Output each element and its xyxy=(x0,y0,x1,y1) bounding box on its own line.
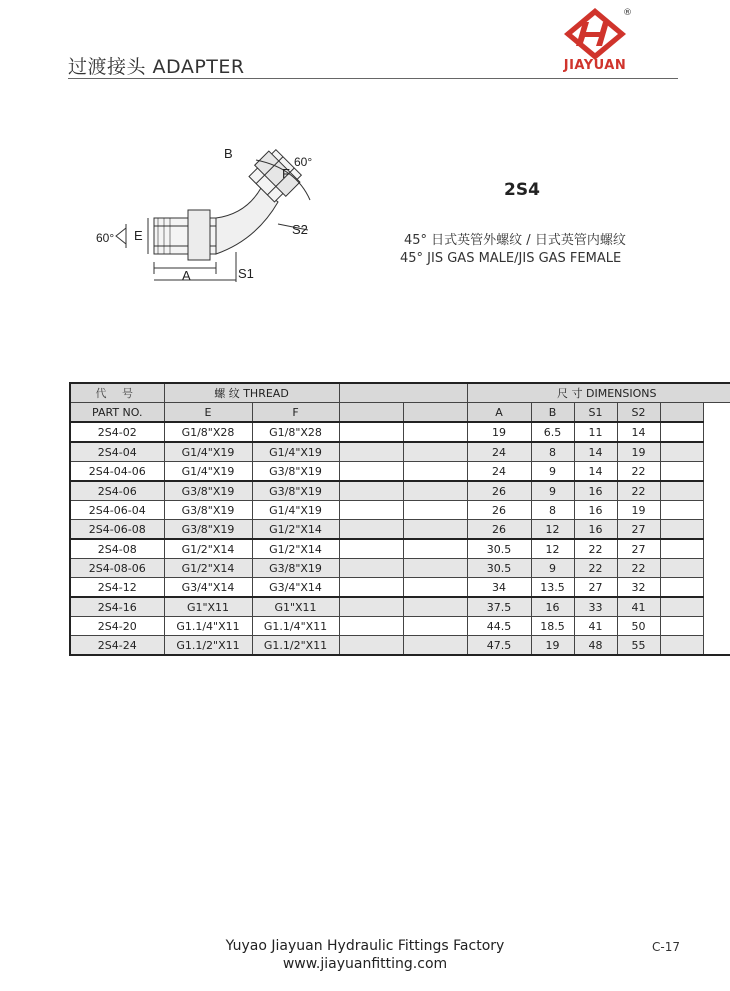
thread-e-cell: G3/4"X14 xyxy=(164,578,252,598)
dim-b-cell: 12 xyxy=(531,520,574,540)
description-cn: 45° 日式英管外螺纹 / 日式英管内螺纹 xyxy=(404,233,626,248)
thread-e-cell: G3/8"X19 xyxy=(164,481,252,501)
label-s2: S2 xyxy=(292,222,308,237)
dim-a-cell: 19 xyxy=(467,422,531,442)
part-no-cell: 2S4-08 xyxy=(70,539,164,559)
header-thread: 螺 纹 THREAD xyxy=(164,383,339,403)
dim-a-cell: 30.5 xyxy=(467,559,531,578)
blank-cell xyxy=(339,422,403,442)
dim-s2-cell: 22 xyxy=(617,462,660,482)
dim-s1-cell: 41 xyxy=(574,617,617,636)
part-no-cell: 2S4-24 xyxy=(70,636,164,656)
thread-f-cell: G1"X11 xyxy=(252,597,339,617)
thread-f-cell: G3/8"X19 xyxy=(252,462,339,482)
part-no-cell: 2S4-06-08 xyxy=(70,520,164,540)
dimensions-table xyxy=(69,382,730,656)
table-row xyxy=(70,636,730,656)
blank-cell xyxy=(403,578,467,598)
dim-s2-cell: 27 xyxy=(617,520,660,540)
blank-cell xyxy=(660,481,703,501)
thread-e-cell: G3/8"X19 xyxy=(164,501,252,520)
dim-b-cell: 9 xyxy=(531,559,574,578)
dim-s2-cell: 55 xyxy=(617,636,660,656)
dim-a-cell: 34 xyxy=(467,578,531,598)
thread-e-cell: G3/8"X19 xyxy=(164,520,252,540)
blank-cell xyxy=(403,597,467,617)
blank-cell xyxy=(339,559,403,578)
blank-cell xyxy=(339,578,403,598)
blank-cell xyxy=(403,501,467,520)
header-s1: S1 xyxy=(574,403,617,423)
blank-cell xyxy=(403,422,467,442)
dim-s1-cell: 22 xyxy=(574,559,617,578)
blank-cell xyxy=(339,442,403,462)
dim-s2-cell: 14 xyxy=(617,422,660,442)
thread-f-cell: G1/2"X14 xyxy=(252,539,339,559)
thread-f-cell: G3/8"X19 xyxy=(252,481,339,501)
dim-s2-cell: 27 xyxy=(617,539,660,559)
header-a: A xyxy=(467,403,531,423)
table-row xyxy=(70,578,730,598)
blank-cell xyxy=(339,597,403,617)
thread-e-cell: G1/4"X19 xyxy=(164,442,252,462)
header-b: B xyxy=(531,403,574,423)
label-angle-top: 60° xyxy=(294,155,313,169)
dim-b-cell: 19 xyxy=(531,636,574,656)
blank-cell xyxy=(660,597,703,617)
table-header-row-1 xyxy=(70,383,730,403)
header-e: E xyxy=(164,403,252,423)
table-row xyxy=(70,520,730,540)
blank-cell xyxy=(660,422,703,442)
table-row xyxy=(70,481,730,501)
header-dimensions: 尺 寸 DIMENSIONS xyxy=(467,383,730,403)
dim-a-cell: 26 xyxy=(467,501,531,520)
dim-s1-cell: 48 xyxy=(574,636,617,656)
header-part-no: PART NO. xyxy=(70,403,164,423)
dim-a-cell: 24 xyxy=(467,442,531,462)
thread-f-cell: G1.1/4"X11 xyxy=(252,617,339,636)
table-row xyxy=(70,422,730,442)
dim-b-cell: 9 xyxy=(531,462,574,482)
dim-b-cell: 18.5 xyxy=(531,617,574,636)
dim-s1-cell: 22 xyxy=(574,539,617,559)
header-s2: S2 xyxy=(617,403,660,423)
dim-a-cell: 44.5 xyxy=(467,617,531,636)
part-no-cell: 2S4-06-04 xyxy=(70,501,164,520)
part-no-cell: 2S4-04-06 xyxy=(70,462,164,482)
table-row xyxy=(70,462,730,482)
dim-s1-cell: 14 xyxy=(574,442,617,462)
blank-cell xyxy=(339,617,403,636)
blank-cell xyxy=(660,636,703,656)
dim-b-cell: 16 xyxy=(531,597,574,617)
blank-cell xyxy=(403,559,467,578)
thread-e-cell: G1/8"X28 xyxy=(164,422,252,442)
blank-cell xyxy=(660,501,703,520)
label-b: B xyxy=(224,146,233,161)
dim-s1-cell: 33 xyxy=(574,597,617,617)
thread-f-cell: G3/8"X19 xyxy=(252,559,339,578)
thread-e-cell: G1/4"X19 xyxy=(164,462,252,482)
blank-cell xyxy=(403,539,467,559)
blank-cell xyxy=(403,481,467,501)
blank-cell xyxy=(660,617,703,636)
footer-website: www.jiayuanfitting.com xyxy=(282,956,448,972)
dim-b-cell: 8 xyxy=(531,501,574,520)
dim-s1-cell: 16 xyxy=(574,481,617,501)
dim-b-cell: 12 xyxy=(531,539,574,559)
dim-s2-cell: 32 xyxy=(617,578,660,598)
label-a: A xyxy=(182,268,191,283)
thread-f-cell: G1/2"X14 xyxy=(252,520,339,540)
thread-f-cell: G1/4"X19 xyxy=(252,501,339,520)
thread-e-cell: G1.1/4"X11 xyxy=(164,617,252,636)
table-row xyxy=(70,539,730,559)
blank-cell xyxy=(403,520,467,540)
dim-b-cell: 13.5 xyxy=(531,578,574,598)
table-row xyxy=(70,597,730,617)
dim-s1-cell: 16 xyxy=(574,520,617,540)
header-code-cn: 代 号 xyxy=(70,383,164,403)
part-no-cell: 2S4-16 xyxy=(70,597,164,617)
dim-s1-cell: 14 xyxy=(574,462,617,482)
label-s1: S1 xyxy=(238,266,254,281)
thread-f-cell: G1/4"X19 xyxy=(252,442,339,462)
blank-cell xyxy=(660,462,703,482)
table-row xyxy=(70,617,730,636)
table-row xyxy=(70,442,730,462)
blank-cell xyxy=(339,481,403,501)
label-f: F xyxy=(282,166,290,181)
thread-f-cell: G1.1/2"X11 xyxy=(252,636,339,656)
part-no-cell: 2S4-08-06 xyxy=(70,559,164,578)
blank-cell xyxy=(339,520,403,540)
dim-a-cell: 47.5 xyxy=(467,636,531,656)
part-no-cell: 2S4-02 xyxy=(70,422,164,442)
table-header-row-2 xyxy=(70,403,730,423)
registered-mark: ® xyxy=(623,8,632,18)
header-divider xyxy=(68,78,678,79)
dim-a-cell: 30.5 xyxy=(467,539,531,559)
blank-cell xyxy=(660,539,703,559)
dim-s2-cell: 41 xyxy=(617,597,660,617)
brand-name: JIAYUAN xyxy=(563,58,627,73)
thread-f-cell: G1/8"X28 xyxy=(252,422,339,442)
thread-f-cell: G3/4"X14 xyxy=(252,578,339,598)
header-blank xyxy=(339,383,467,403)
label-angle-left: 60° xyxy=(96,231,115,245)
part-no-cell: 2S4-04 xyxy=(70,442,164,462)
part-no-cell: 2S4-06 xyxy=(70,481,164,501)
label-e: E xyxy=(134,228,143,243)
blank-cell xyxy=(660,559,703,578)
fitting-drawing xyxy=(96,140,336,290)
thread-e-cell: G1/2"X14 xyxy=(164,539,252,559)
dim-s1-cell: 11 xyxy=(574,422,617,442)
dim-a-cell: 26 xyxy=(467,481,531,501)
blank-cell xyxy=(660,520,703,540)
dim-s2-cell: 22 xyxy=(617,481,660,501)
blank-cell xyxy=(403,442,467,462)
page-title: 过渡接头 ADAPTER xyxy=(68,56,245,78)
description-en: 45° JIS GAS MALE/JIS GAS FEMALE xyxy=(400,251,622,266)
thread-e-cell: G1"X11 xyxy=(164,597,252,617)
blank-cell xyxy=(403,636,467,656)
blank-cell xyxy=(660,442,703,462)
dim-b-cell: 8 xyxy=(531,442,574,462)
dim-s2-cell: 19 xyxy=(617,442,660,462)
blank-cell xyxy=(339,636,403,656)
model-code: 2S4 xyxy=(504,180,540,200)
blank-cell xyxy=(339,539,403,559)
table-row xyxy=(70,559,730,578)
table-row xyxy=(70,501,730,520)
part-no-cell: 2S4-12 xyxy=(70,578,164,598)
footer-company: Yuyao Jiayuan Hydraulic Fittings Factory xyxy=(225,938,505,954)
dim-a-cell: 26 xyxy=(467,520,531,540)
header-f: F xyxy=(252,403,339,423)
thread-e-cell: G1/2"X14 xyxy=(164,559,252,578)
dim-s1-cell: 16 xyxy=(574,501,617,520)
dim-a-cell: 24 xyxy=(467,462,531,482)
thread-e-cell: G1.1/2"X11 xyxy=(164,636,252,656)
dim-b-cell: 9 xyxy=(531,481,574,501)
blank-cell xyxy=(339,462,403,482)
blank-cell xyxy=(339,501,403,520)
dim-s1-cell: 27 xyxy=(574,578,617,598)
dim-s2-cell: 22 xyxy=(617,559,660,578)
blank-cell xyxy=(403,462,467,482)
dim-a-cell: 37.5 xyxy=(467,597,531,617)
blank-cell xyxy=(403,617,467,636)
dim-b-cell: 6.5 xyxy=(531,422,574,442)
dim-s2-cell: 50 xyxy=(617,617,660,636)
blank-cell xyxy=(660,578,703,598)
page-number: C-17 xyxy=(652,940,680,954)
dim-s2-cell: 19 xyxy=(617,501,660,520)
part-no-cell: 2S4-20 xyxy=(70,617,164,636)
